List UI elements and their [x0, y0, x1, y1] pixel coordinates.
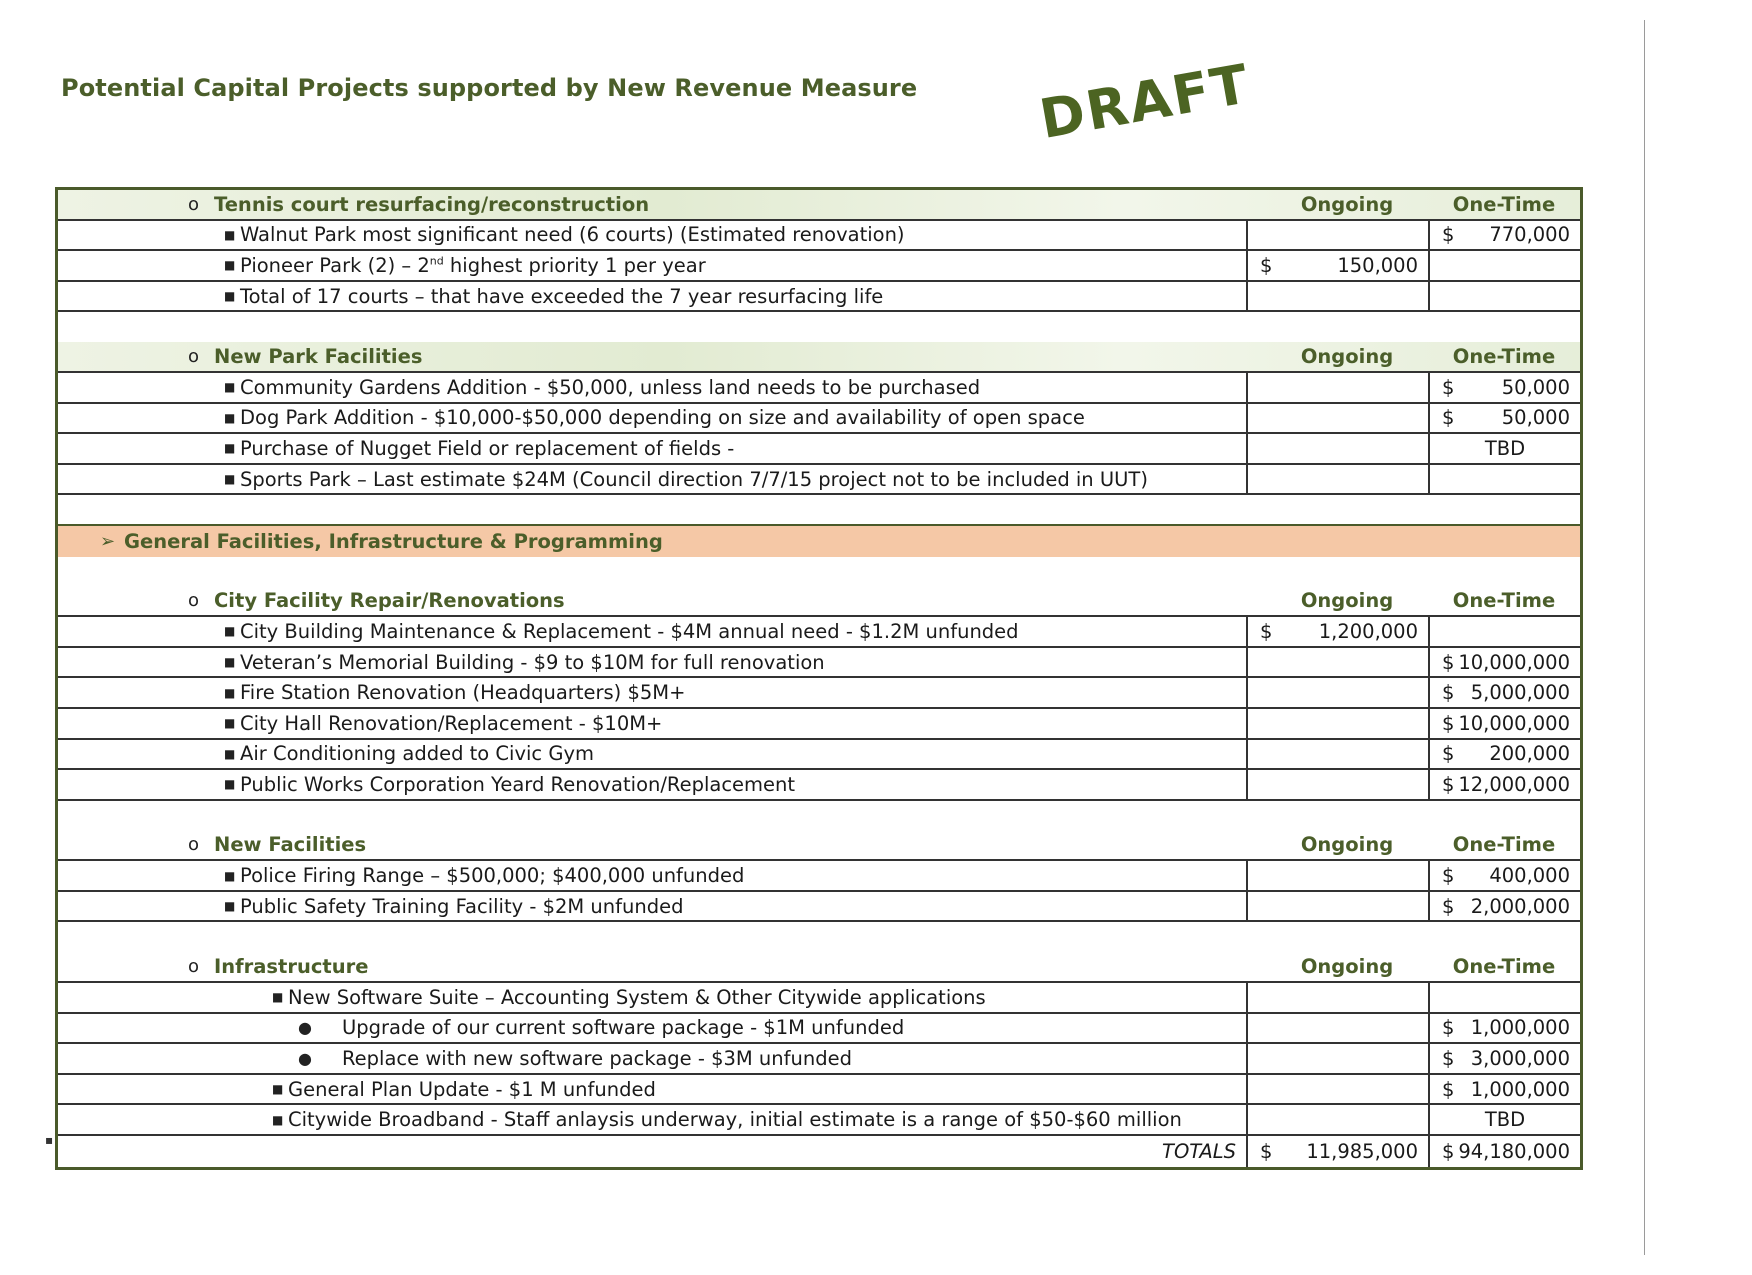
- currency-sign: $: [1442, 406, 1455, 430]
- table-row: [58, 648, 1580, 679]
- onetime-cell: [1428, 678, 1580, 707]
- ongoing-cell: [1246, 1044, 1428, 1073]
- square-bullet-icon: ■: [224, 410, 236, 425]
- scan-mark: ▪: [45, 1133, 54, 1147]
- onetime-cell: [1428, 648, 1580, 677]
- circle-bullet-icon: o: [188, 346, 200, 368]
- currency-sign: $: [1442, 1047, 1455, 1071]
- item-text: Upgrade of our current software package - $1M unfunded: [342, 1016, 905, 1040]
- column-header-onetime: One-Time: [1452, 345, 1556, 369]
- currency-sign: $: [1260, 619, 1273, 643]
- tbd-value: TBD: [1484, 436, 1526, 460]
- ongoing-cell: [1246, 465, 1428, 494]
- ongoing-cell: [1246, 1014, 1428, 1043]
- ongoing-cell: [1246, 434, 1428, 463]
- square-bullet-icon: ■: [224, 258, 236, 273]
- currency-sign: $: [1442, 772, 1455, 796]
- item-text: Replace with new software package - $3M unfunded: [342, 1047, 852, 1071]
- currency-sign: $: [1442, 681, 1455, 705]
- table-row: [58, 251, 1580, 282]
- item-text: Air Conditioning added to Civic Gym: [240, 742, 594, 766]
- ongoing-cell: [1246, 617, 1428, 646]
- onetime-cell: [1428, 1014, 1580, 1043]
- column-header-ongoing: Ongoing: [1300, 192, 1394, 216]
- square-bullet-icon: ■: [224, 472, 236, 487]
- amount: 2,000,000: [1470, 894, 1570, 918]
- item-text: Purchase of Nugget Field or replacement of fields -: [240, 436, 735, 460]
- onetime-cell: [1428, 404, 1580, 433]
- ongoing-cell: [1246, 709, 1428, 738]
- table-row: [58, 740, 1580, 771]
- capital-projects-table: [55, 187, 1583, 1170]
- amount: 400,000: [1489, 864, 1570, 888]
- onetime-cell: [1428, 617, 1580, 646]
- section-title: New Facilities: [214, 833, 367, 857]
- square-bullet-icon: ■: [224, 289, 236, 304]
- tbd-value: TBD: [1484, 1108, 1526, 1132]
- page-edge-rule: [1644, 20, 1645, 1255]
- square-bullet-icon: ■: [224, 227, 236, 242]
- column-header-ongoing: Ongoing: [1300, 345, 1394, 369]
- square-bullet-icon: ■: [224, 777, 236, 792]
- currency-sign: $: [1260, 253, 1273, 277]
- square-bullet-icon: ■: [272, 1082, 284, 1097]
- onetime-cell: [1428, 709, 1580, 738]
- amount: 770,000: [1489, 223, 1570, 247]
- table-row: [58, 465, 1580, 496]
- item-text: General Plan Update - $1 M unfunded: [288, 1077, 656, 1101]
- ongoing-cell: [1246, 861, 1428, 890]
- section-title: City Facility Repair/Renovations: [214, 589, 565, 613]
- amount: 12,000,000: [1458, 772, 1570, 796]
- onetime-cell: [1428, 1044, 1580, 1073]
- section-header-repair: [58, 587, 1580, 618]
- ongoing-total-cell: [1246, 1136, 1428, 1167]
- amount: 1,000,000: [1470, 1077, 1570, 1101]
- ongoing-cell: [1246, 648, 1428, 677]
- table-row: [58, 983, 1580, 1014]
- amount: 10,000,000: [1458, 650, 1570, 674]
- spacer: [58, 557, 1580, 587]
- blank-row: [58, 495, 1580, 526]
- amount: 5,000,000: [1470, 681, 1570, 705]
- section-title: New Park Facilities: [214, 345, 423, 369]
- item-text: Veteran’s Memorial Building - $9 to $10M for full renovation: [240, 650, 825, 674]
- spacer: [58, 922, 1580, 952]
- dot-bullet-icon: ●: [298, 1049, 312, 1069]
- table-row: [58, 678, 1580, 709]
- ongoing-cell: [1246, 1105, 1428, 1134]
- totals-label: TOTALS: [1162, 1139, 1236, 1163]
- onetime-total-cell: [1428, 1136, 1580, 1167]
- table-row: [58, 861, 1580, 892]
- square-bullet-icon: ■: [224, 716, 236, 731]
- square-bullet-icon: ■: [224, 624, 236, 639]
- square-bullet-icon: ■: [224, 868, 236, 883]
- column-header-ongoing: Ongoing: [1300, 833, 1394, 857]
- ongoing-cell: [1246, 404, 1428, 433]
- onetime-cell: [1428, 892, 1580, 921]
- circle-bullet-icon: o: [188, 193, 200, 215]
- draft-stamp: DRAFT: [1035, 52, 1255, 151]
- column-header-onetime: One-Time: [1452, 192, 1556, 216]
- square-bullet-icon: ■: [272, 1112, 284, 1127]
- square-bullet-icon: ■: [224, 655, 236, 670]
- section-header-new-facilities: [58, 831, 1580, 862]
- item-text: Dog Park Addition - $10,000-$50,000 depending on size and availability of open space: [240, 406, 1085, 430]
- onetime-cell: [1428, 1075, 1580, 1104]
- item-text: Walnut Park most significant need (6 courts) (Estimated renovation): [240, 223, 905, 247]
- currency-sign: $: [1442, 864, 1455, 888]
- square-bullet-icon: ■: [224, 746, 236, 761]
- section-header-infrastructure: [58, 952, 1580, 983]
- square-bullet-icon: ■: [224, 685, 236, 700]
- amount: 150,000: [1337, 253, 1418, 277]
- amount: 50,000: [1501, 375, 1570, 399]
- section-title: Tennis court resurfacing/reconstruction: [214, 192, 650, 216]
- spacer: [58, 312, 1580, 342]
- ongoing-total: 11,985,000: [1306, 1139, 1418, 1163]
- ongoing-cell: [1246, 251, 1428, 280]
- onetime-cell: [1428, 373, 1580, 402]
- page-title: Potential Capital Projects supported by New Revenue Measure: [61, 74, 918, 102]
- circle-bullet-icon: o: [188, 834, 200, 856]
- column-header-ongoing: Ongoing: [1300, 589, 1394, 613]
- amount: 1,000,000: [1470, 1016, 1570, 1040]
- square-bullet-icon: ■: [224, 380, 236, 395]
- item-text: Public Works Corporation Yeard Renovation/Replacement: [240, 772, 796, 796]
- ongoing-cell: [1246, 282, 1428, 311]
- section-header-tennis: [58, 190, 1580, 221]
- currency-sign: $: [1442, 223, 1455, 247]
- column-header-onetime: One-Time: [1452, 955, 1556, 979]
- currency-sign: $: [1442, 1139, 1455, 1163]
- amount: 10,000,000: [1458, 711, 1570, 735]
- column-header-ongoing: Ongoing: [1300, 955, 1394, 979]
- onetime-cell: [1428, 251, 1580, 280]
- currency-sign: $: [1442, 894, 1455, 918]
- item-text: Police Firing Range – $500,000; $400,000 unfunded: [240, 864, 745, 888]
- onetime-cell: [1428, 221, 1580, 250]
- table-row: [58, 1075, 1580, 1106]
- onetime-cell: [1428, 770, 1580, 799]
- spacer: [58, 801, 1580, 831]
- ongoing-cell: [1246, 770, 1428, 799]
- group-header-general: [58, 526, 1580, 557]
- table-row: [58, 617, 1580, 648]
- square-bullet-icon: ■: [224, 441, 236, 456]
- group-title: General Facilities, Infrastructure & Programming: [124, 529, 663, 553]
- table-row: [58, 709, 1580, 740]
- table-row: [58, 221, 1580, 252]
- item-text: Fire Station Renovation (Headquarters) $5M+: [240, 681, 686, 705]
- table-row: [58, 892, 1580, 923]
- table-row: [58, 1014, 1580, 1045]
- currency-sign: $: [1442, 375, 1455, 399]
- onetime-cell: [1428, 983, 1580, 1012]
- item-text: Pioneer Park (2) – 2nd highest priority 1 per year: [240, 253, 706, 277]
- ongoing-cell: [1246, 892, 1428, 921]
- column-header-onetime: One-Time: [1452, 833, 1556, 857]
- currency-sign: $: [1442, 711, 1455, 735]
- circle-bullet-icon: o: [188, 956, 200, 978]
- ongoing-cell: [1246, 373, 1428, 402]
- amount: 200,000: [1489, 742, 1570, 766]
- square-bullet-icon: ■: [272, 990, 284, 1005]
- currency-sign: $: [1442, 1016, 1455, 1040]
- column-header-onetime: One-Time: [1452, 589, 1556, 613]
- arrow-bullet-icon: ➢: [100, 530, 116, 552]
- item-text: New Software Suite – Accounting System & Other Citywide applications: [288, 985, 986, 1009]
- currency-sign: $: [1260, 1139, 1273, 1163]
- table-row: [58, 282, 1580, 313]
- table-row: [58, 1105, 1580, 1136]
- section-title: Infrastructure: [214, 955, 369, 979]
- onetime-cell: [1428, 1105, 1580, 1134]
- totals-row: [58, 1136, 1580, 1167]
- ongoing-cell: [1246, 740, 1428, 769]
- table-row: [58, 770, 1580, 801]
- table-row: [58, 434, 1580, 465]
- ongoing-cell: [1246, 221, 1428, 250]
- currency-sign: $: [1442, 1077, 1455, 1101]
- onetime-cell: [1428, 740, 1580, 769]
- ongoing-cell: [1246, 983, 1428, 1012]
- ongoing-cell: [1246, 678, 1428, 707]
- item-text: Citywide Broadband - Staff anlaysis underway, initial estimate is a range of $50-$60 million: [288, 1108, 1182, 1132]
- currency-sign: $: [1442, 650, 1455, 674]
- amount: 3,000,000: [1470, 1047, 1570, 1071]
- item-text: City Building Maintenance & Replacement - $4M annual need - $1.2M unfunded: [240, 619, 1019, 643]
- dot-bullet-icon: ●: [298, 1018, 312, 1038]
- section-header-park: [58, 342, 1580, 373]
- item-text: Sports Park – Last estimate $24M (Council direction 7/7/15 project not to be included in UUT): [240, 467, 1148, 491]
- onetime-cell: [1428, 434, 1580, 463]
- item-text: Public Safety Training Facility - $2M unfunded: [240, 894, 684, 918]
- ongoing-cell: [1246, 1075, 1428, 1104]
- item-text: Community Gardens Addition - $50,000, unless land needs to be purchased: [240, 375, 981, 399]
- amount: 50,000: [1501, 406, 1570, 430]
- onetime-total: 94,180,000: [1458, 1139, 1570, 1163]
- table-row: [58, 1044, 1580, 1075]
- circle-bullet-icon: o: [188, 590, 200, 612]
- onetime-cell: [1428, 282, 1580, 311]
- square-bullet-icon: ■: [224, 899, 236, 914]
- currency-sign: $: [1442, 742, 1455, 766]
- item-text: Total of 17 courts – that have exceeded the 7 year resurfacing life: [240, 284, 884, 308]
- amount: 1,200,000: [1318, 619, 1418, 643]
- item-text: City Hall Renovation/Replacement - $10M+: [240, 711, 663, 735]
- table-row: [58, 373, 1580, 404]
- table-row: [58, 404, 1580, 435]
- onetime-cell: [1428, 861, 1580, 890]
- onetime-cell: [1428, 465, 1580, 494]
